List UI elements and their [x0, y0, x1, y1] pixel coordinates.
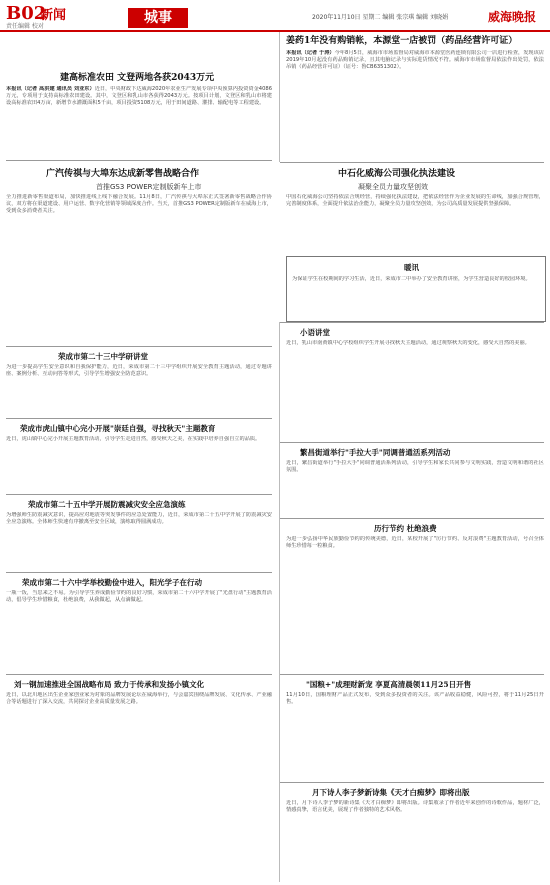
- divider: [280, 442, 544, 443]
- article-byline: 本报讯（记者 高洪建 通讯员 刘亚东）: [6, 86, 95, 92]
- article-body: 为进一步提高学生安全意识和自我保护能力，近日，荣成市第二十三中学组织开展安全教育主题活动，通过专题讲座、案例分析、互动问答等形式，引导学生增强安全防范意识。: [6, 364, 272, 377]
- article-headline: 荣成市虎山镇中心完小开展"崇廷自强，寻找秋天"主题教育: [20, 424, 216, 433]
- article-headline: 广汽传祺与大埠东达成新零售战略合作: [46, 169, 200, 179]
- divider: [279, 32, 280, 162]
- divider: [280, 518, 544, 519]
- divider: [6, 572, 272, 573]
- divider: [279, 322, 280, 882]
- article-headline: 荣成市第二十五中学开展防震减灾安全应急演练: [28, 500, 186, 509]
- divider: [6, 160, 272, 161]
- article-body: 为增强师生防震减灾意识，提高应对地震等突发事件的应急处置能力，近日，荣成市第二十五中学开展了防震减灾安全应急演练。全体师生快速有序撤离至安全区域，演练取得圆满成功。: [6, 512, 272, 525]
- editor-line: 责任编辑 校对: [6, 23, 44, 30]
- article-body: [6, 86, 272, 156]
- article-headline: 繁昌街道举行"手拉大手"同调普通活系列活动: [300, 448, 451, 457]
- article-body: 近日，月下诗人李子梦的新诗集《天才白痴梦》即将出版。诗集收录了作者近年来创作的诗歌作品，题材广泛，情感真挚，语言优美，展现了作者独特的艺术风格。: [286, 800, 544, 813]
- article-headline: 荣成市第二十三中学研讲堂: [58, 352, 148, 361]
- divider: [6, 674, 272, 675]
- article-subhead: 首推GS3 POWER定制版新车上市: [96, 183, 202, 191]
- divider: [6, 494, 272, 495]
- article-body: 11月10日，国粮理财产品正式发布，受到众多投资者的关注。该产品收益稳健，风险可控，将于11月25日开售。: [286, 692, 544, 705]
- article-body: 中国石化威海公司坚持依法合规经营，持续强化执法建设，把依法经营作为企业发展的生命线，加强合规管理，完善制度体系，全面提升依法治企能力，凝聚全员力量攻坚创效，为公司高质量发展提供坚强保障。: [286, 194, 544, 207]
- article-body: 近日，乳山市南黄镇中心学校组织学生开展寻找秋天主题活动，通过观察秋天的变化，感受大自然的美丽。: [286, 340, 530, 346]
- divider: [6, 418, 272, 419]
- divider: [6, 346, 272, 347]
- article-headline: 刘一钢加速推进全国战略布局 致力于传承和发扬小镇文化: [14, 680, 205, 689]
- divider: [280, 162, 544, 163]
- date-line: 2020年11月10日 星期二 编辑 张宗琪 编辑 刘晓娟: [312, 14, 449, 21]
- section-name: 新闻: [40, 8, 67, 23]
- divider: [280, 782, 544, 783]
- article-byline: 本报讯（记者 于涛）: [286, 50, 335, 56]
- section-tab[interactable]: 城事: [128, 8, 188, 28]
- article-body: [286, 50, 544, 160]
- article-headline: 小语讲堂: [300, 328, 330, 337]
- article-headline: 月下诗人李子梦新诗集《天才白痴梦》即将出版: [312, 788, 470, 797]
- article-text: 近日，中央财政下达威海2020年农业生产发展专项中央预算内投资资金4086万元，专项用于支持高标准农田建设。其中，文登区和乳山市各获得2043万元。按项目计划，文登区和乳山市将建设高标准农田4万亩，新增节水灌溉面积5千亩，项目投资5108万元，用于田间道路、灌排、输配电等工程建设。: [6, 86, 272, 106]
- article-body: 近日，繁昌街道举行"手拉大手"同调普通活系列活动，引导学生和家长共同参与文明实践，营造文明和谐的社区氛围。: [286, 460, 544, 473]
- article-body: 全力推进新零售渠道布局，加快推进线上线下融合发展。11月8日，广汽传祺与大埠东正式签署新零售战略合作协议，双方将在渠道建设、用户运营、数字化营销等领域深度合作。当天，首推GS3 POWER定制版新车在威海上市，受到众多消费者关注。: [6, 194, 272, 214]
- article-headline: 历行节约 杜绝浪费: [374, 524, 437, 533]
- masthead: [0, 0, 550, 32]
- article-body: 为保证学生在校期间的学习生活，近日，荣成市二中举办了安全教育讲座，为学生营造良好的校园环境。: [292, 276, 531, 282]
- divider: [280, 322, 544, 323]
- newspaper-logo: 威海晚报: [488, 10, 537, 24]
- article-subhead: 凝聚全员力量攻坚创效: [358, 183, 428, 191]
- article-headline: "国粮+"成理财新宠 享夏高清晨领11月25日开售: [306, 680, 472, 689]
- article-body: 一瓶一饭，当思来之不易。为引导学生养成勤俭节约的良好习惯，荣成市第二十六中学开展了"光盘行动"主题教育活动，倡导学生珍惜粮食，杜绝浪费，从我做起，从点滴做起。: [6, 590, 272, 603]
- divider: [280, 674, 544, 675]
- article-body: 近日，虎山镇中心完小开展主题教育活动，引导学生走进自然，感受秋天之美，在实践中培养自强自立的品质。: [6, 436, 261, 442]
- article-body: 为进一步弘扬中华民族勤俭节约的传统美德，近日，某校开展了"厉行节约、反对浪费"主题教育活动，号召全体师生珍惜每一粒粮食。: [286, 536, 544, 549]
- article-headline: 暖讯: [404, 263, 419, 272]
- page-number: B02: [6, 3, 47, 24]
- article-body: 近日，以北川地区出生企业家创业家为对象的品牌发展论坛在威海举行，与会嘉宾围绕品牌发展、文化传承、产业融合等话题进行了深入交流，共同探讨企业高质量发展之路。: [6, 692, 272, 705]
- article-headline: 姜药1年没有购销帐，本源堂一店被罚（药品经营许可证）: [286, 36, 518, 46]
- article-text: 今年8月5日，威海市市场监督局对威海市本源堂医药连锁有限公司一店进行检查，发现该店2019年10月起没有药品购销记录，且其电脑记录与实际进货情况不符。威海市市场监督局依法作出处罚，依法吊销（药品经营许可证）（证号：鲁CB6351302）。: [286, 50, 544, 70]
- article-headline: 建高标准农田 文登两地各获2043万元: [60, 73, 215, 83]
- article-headline: 中石化威海公司强化执法建设: [338, 169, 456, 179]
- article-headline: 荣成市第二十六中学举校勤俭中进入，阳光学子在行动: [22, 578, 202, 587]
